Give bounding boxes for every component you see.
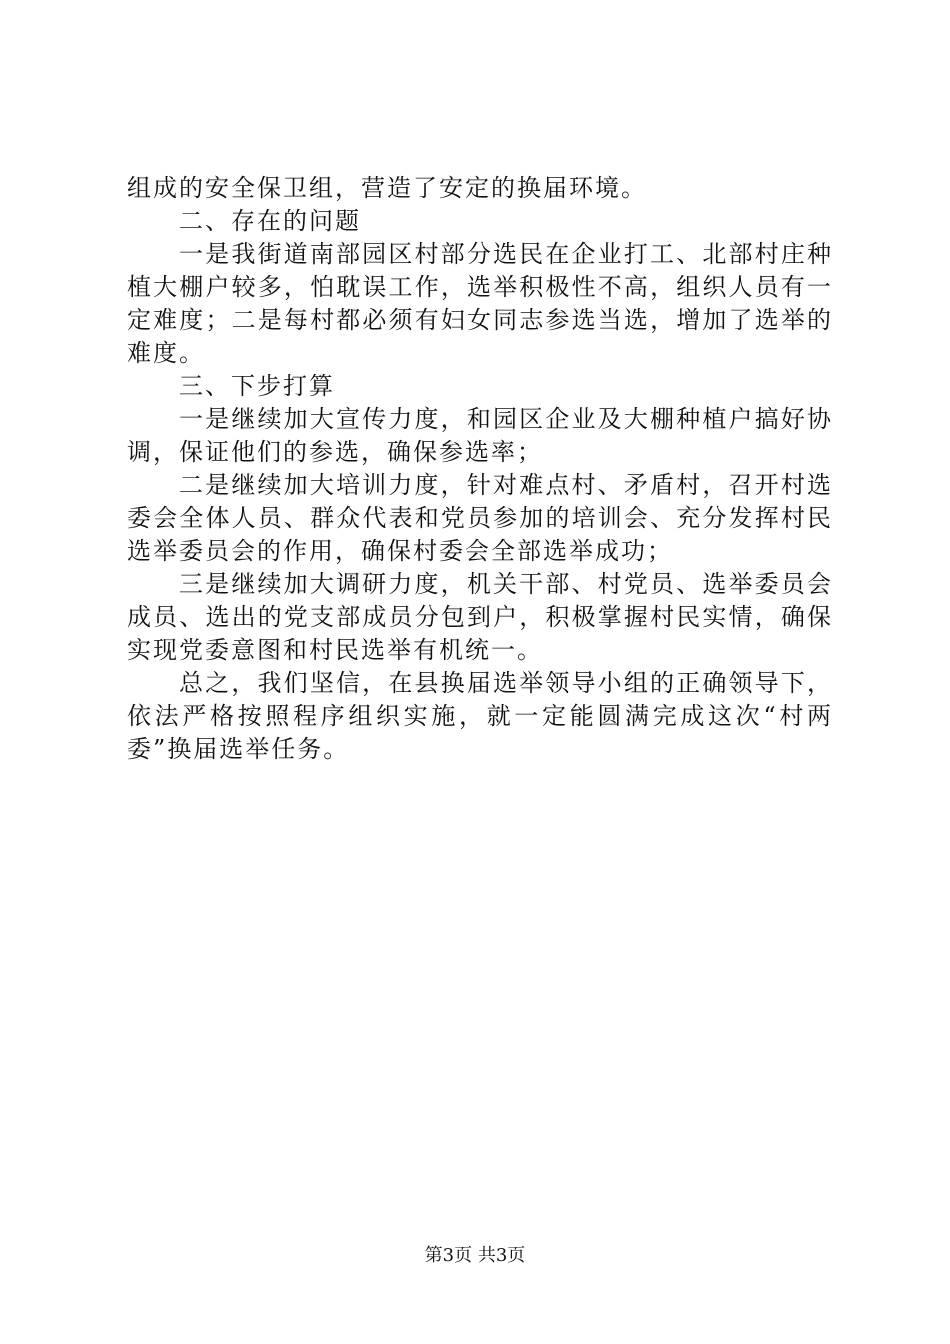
paragraph-continuation: 组成的安全保卫组，营造了安定的换届环境。: [127, 174, 647, 202]
paragraph-problems: 一是我街道南部园区村部分选民在企业打工、北部村庄种植大棚户较多，怕耽误工作，选举积极性不高，组织人员有一定难度；二是每村都必须有妇女同志参选当选，增加了选举的难度。: [127, 240, 833, 367]
page-number-footer: 第3页 共3页: [424, 1245, 526, 1266]
section-heading-problems: 二、存在的问题: [179, 207, 361, 235]
paragraph-training: 二是继续加大培训力度，针对难点村、矛盾村，召开村选委会全体人员、群众代表和党员参加的培训会、充分发挥村民选举委员会的作用，确保村委会全部选举成功；: [127, 471, 833, 565]
section-heading-next-steps: 三、下步打算: [179, 372, 335, 400]
paragraph-publicity: 一是继续加大宣传力度，和园区企业及大棚种植户搞好协调，保证他们的参选，确保参选率；: [127, 405, 833, 466]
paragraph-research: 三是继续加大调研力度，机关干部、村党员、选举委员会成员、选出的党支部成员分包到户，积极掌握村民实情，确保实现党委意图和村民选举有机统一。: [127, 570, 833, 664]
paragraph-conclusion: 总之，我们坚信，在县换届选举领导小组的正确领导下，依法严格按照程序组织实施，就一定能圆满完成这次“村两委”换届选举任务。: [127, 669, 833, 763]
document-body: [127, 172, 833, 766]
